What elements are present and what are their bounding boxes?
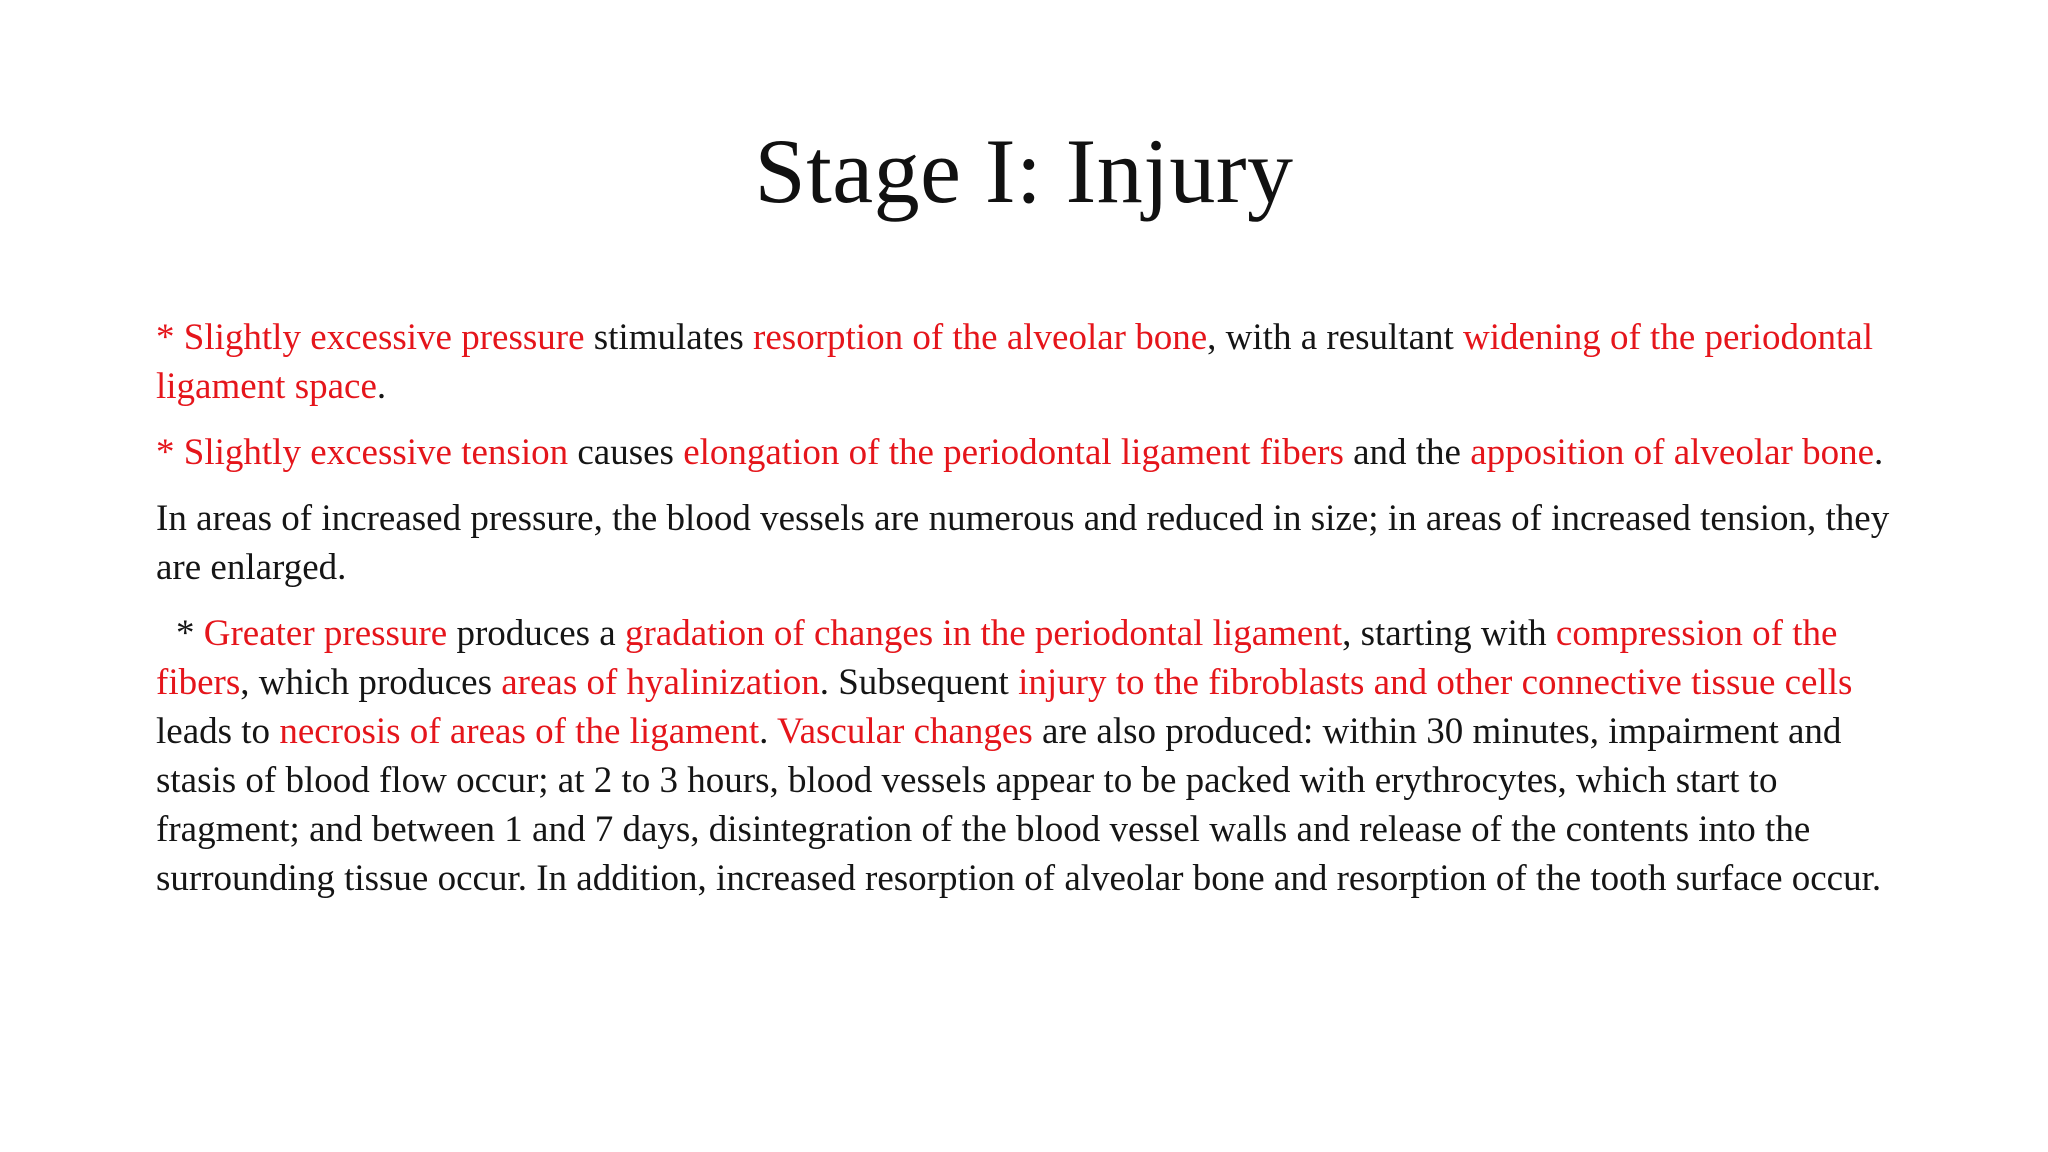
text-segment: are also produced: within 30 minutes, impairment and stasis of blood flow occur; at 2 to 3 hours, blood vessels appear to be packed with erythrocytes, which start to fragment; and between 1 and 7 days, disintegration of the blood vessel walls and release of the contents into the surrounding tissue occur. In addition, increased resorption of alveolar bone and resorption of the tooth surface occur.	[156, 711, 1882, 899]
text-segment: widening of the periodontal ligament space	[156, 317, 1874, 407]
text-segment: Vascular changes	[776, 711, 1033, 752]
text-segment: . Subsequent	[819, 662, 1019, 703]
text-segment: elongation of the periodontal ligament fibers	[683, 432, 1344, 473]
text-segment: necrosis of areas of the ligament	[279, 711, 760, 752]
text-segment: , starting with	[1342, 613, 1556, 654]
text-segment: compression of the fibers	[156, 613, 1838, 703]
text-segment: and the	[1343, 432, 1471, 473]
text-segment: gradation of changes in the periodontal ligament	[624, 613, 1343, 654]
text-segment: Greater pressure	[203, 613, 448, 654]
text-segment: .	[759, 711, 777, 752]
text-segment: injury to the fibroblasts and other connective tissue cells	[1018, 662, 1853, 703]
text-segment: * Slightly excessive pressure	[156, 317, 585, 358]
text-segment: stimulates	[584, 317, 754, 358]
text-segment: *	[176, 613, 204, 654]
paragraph-blood-vessels	[156, 494, 1896, 592]
text-segment: .	[1874, 432, 1884, 473]
slide-title: Stage I: Injury	[754, 120, 1294, 222]
text-segment: areas of hyalinization	[501, 662, 820, 703]
text-segment: .	[376, 366, 387, 407]
text-segment: leads to	[156, 711, 280, 752]
paragraph-greater-pressure	[156, 609, 1896, 903]
text-segment: , which produces	[240, 662, 502, 703]
text-segment: causes	[568, 432, 684, 473]
text-segment: , with a resultant	[1207, 317, 1464, 358]
paragraph-pressure	[156, 313, 1896, 411]
slide-body	[156, 313, 1896, 920]
text-segment: * Slightly excessive tension	[156, 432, 569, 473]
paragraph-tension	[156, 428, 1896, 477]
text-segment: produces a	[447, 613, 625, 654]
text-segment: In areas of increased pressure, the blood vessels are numerous and reduced in size; in areas of increased tension, they are enlarged.	[156, 498, 1890, 588]
text-segment: resorption of the alveolar bone	[753, 317, 1208, 358]
text-segment: apposition of alveolar bone	[1470, 432, 1875, 473]
